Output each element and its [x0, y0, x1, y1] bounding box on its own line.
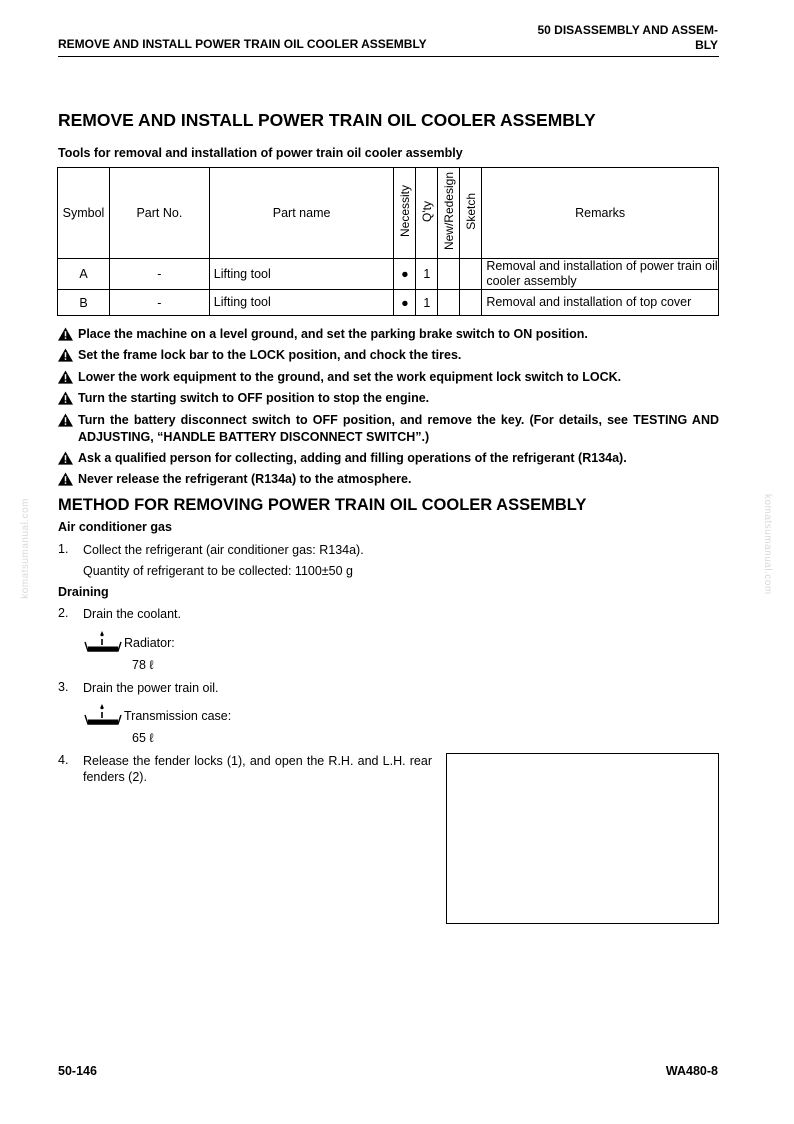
header-symbol: Symbol	[58, 168, 110, 259]
warning-triangle-icon	[58, 472, 73, 486]
warning-item	[58, 471, 719, 488]
subheading-ac-gas: Air conditioner gas	[58, 520, 172, 534]
warning-text: Turn the battery disconnect switch to OFF position, and remove the key. (For details, see TESTING AND ADJUSTING, “HANDLE BATTERY DISCONNECT SWITCH”.)	[78, 413, 719, 444]
warning-triangle-icon	[58, 370, 73, 384]
header-section-right-line2: BLY	[695, 38, 718, 52]
header-remarks: Remarks	[482, 168, 719, 259]
radiator-value: 78 ℓ	[132, 658, 154, 672]
warning-triangle-icon	[58, 348, 73, 362]
warning-triangle-icon	[58, 451, 73, 465]
header-new-redesign	[438, 168, 460, 259]
watermark-right: komatsumanual.com	[762, 494, 773, 595]
table-row	[58, 290, 719, 316]
header-sketch-text: Sketch	[463, 193, 478, 230]
cell-part-name: Lifting tool	[209, 259, 394, 290]
cell-part-no: -	[109, 290, 209, 316]
header-part-no: Part No.	[109, 168, 209, 259]
step-text: Drain the power train oil.	[83, 681, 219, 695]
header-sketch	[460, 168, 482, 259]
warning-text: Place the machine on a level ground, and set the parking brake switch to ON position.	[78, 327, 588, 341]
warning-item	[58, 347, 719, 364]
figure-frame	[446, 753, 719, 924]
table-header-row	[58, 168, 719, 259]
cell-qty: 1	[416, 290, 438, 316]
cell-remarks: Removal and installation of power train oil cooler assembly	[482, 259, 719, 290]
header-necessity	[394, 168, 416, 259]
cell-necessity: ●	[394, 259, 416, 290]
footer-model: WA480-8	[665, 1064, 718, 1078]
warning-triangle-icon	[58, 327, 73, 341]
page-title: REMOVE AND INSTALL POWER TRAIN OIL COOLER ASSEMBLY	[58, 110, 596, 130]
header-new-redesign-text: New/Redesign	[441, 172, 456, 251]
cell-qty: 1	[416, 259, 438, 290]
warning-triangle-icon	[58, 413, 73, 427]
warning-item	[58, 412, 719, 446]
warning-text: Never release the refrigerant (R134a) to the atmosphere.	[78, 472, 412, 486]
table-row	[58, 259, 719, 290]
transmission-value: 65 ℓ	[132, 731, 154, 745]
warning-text: Turn the starting switch to OFF position to stop the engine.	[78, 391, 430, 405]
warning-triangle-icon	[58, 391, 73, 405]
header-section-right-line1: 50 DISASSEMBLY AND ASSEM-	[537, 23, 718, 37]
header-part-name: Part name	[209, 168, 394, 259]
warning-item	[58, 450, 719, 467]
radiator-label: Radiator:	[124, 636, 175, 650]
step-number: 1.	[58, 542, 69, 556]
step-number: 4.	[58, 753, 69, 767]
cell-sketch	[460, 259, 482, 290]
warning-item	[58, 326, 719, 343]
warning-text: Ask a qualified person for collecting, adding and filling operations of the refrigerant (R134a).	[78, 451, 627, 465]
header-section-right	[538, 23, 719, 53]
step-text: Collect the refrigerant (air conditioner gas: R134a).	[83, 543, 364, 557]
footer-page-number: 50-146	[58, 1064, 97, 1078]
cell-symbol: B	[58, 290, 110, 316]
cell-remarks: Removal and installation of top cover	[482, 290, 719, 316]
warning-text: Lower the work equipment to the ground, and set the work equipment lock switch to LOCK.	[78, 370, 622, 384]
header-qty-text: Q'ty	[419, 201, 434, 222]
cell-new-redesign	[438, 290, 460, 316]
warning-item	[58, 390, 719, 407]
step-detail: Quantity of refrigerant to be collected: 1100±50 g	[83, 564, 353, 578]
cell-symbol: A	[58, 259, 110, 290]
watermark-left: komatsumanual.com	[20, 498, 31, 599]
cell-part-name: Lifting tool	[209, 290, 394, 316]
cell-new-redesign	[438, 259, 460, 290]
tools-table-title: Tools for removal and installation of power train oil cooler assembly	[58, 146, 463, 160]
drain-container-icon	[84, 630, 122, 654]
cell-sketch	[460, 290, 482, 316]
transmission-label: Transmission case:	[124, 709, 232, 723]
warning-item	[58, 369, 719, 386]
step-text: Drain the coolant.	[83, 607, 181, 621]
header-rule	[58, 56, 719, 57]
cell-necessity: ●	[394, 290, 416, 316]
header-necessity-text: Necessity	[397, 185, 412, 238]
cell-part-no: -	[109, 259, 209, 290]
header-section-left: REMOVE AND INSTALL POWER TRAIN OIL COOLER ASSEMBLY	[58, 37, 427, 51]
step-text: Release the fender locks (1), and open the R.H. and L.H. rear fenders (2).	[83, 754, 432, 784]
header-qty	[416, 168, 438, 259]
step-number: 3.	[58, 680, 69, 694]
warning-text: Set the frame lock bar to the LOCK position, and chock the tires.	[78, 348, 462, 362]
tools-table	[57, 167, 719, 316]
method-title: METHOD FOR REMOVING POWER TRAIN OIL COOLER ASSEMBLY	[58, 496, 587, 514]
drain-container-icon	[84, 703, 122, 727]
subheading-draining: Draining	[58, 585, 109, 599]
step-number: 2.	[58, 606, 69, 620]
